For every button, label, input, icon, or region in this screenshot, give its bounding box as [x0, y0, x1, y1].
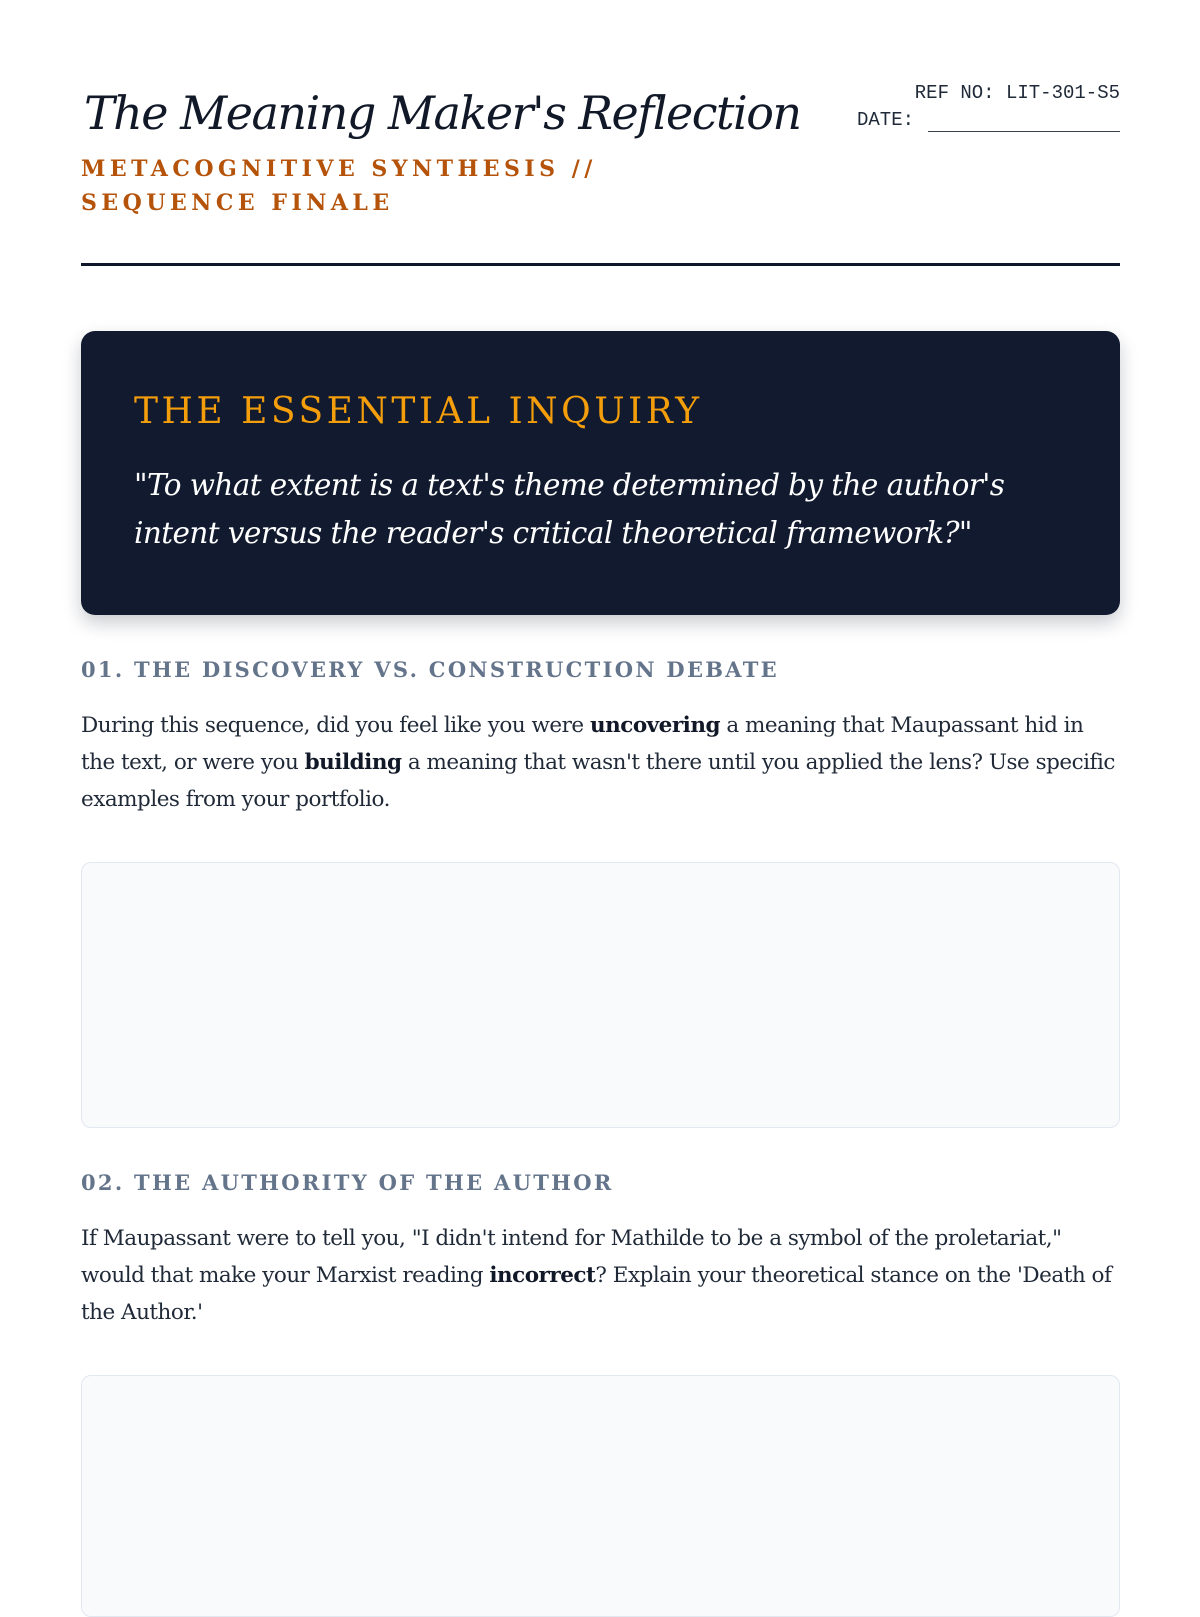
- question-prompt: [81, 1220, 1120, 1331]
- answer-box-2[interactable]: [81, 1375, 1120, 1617]
- worksheet-subtitle: METACOGNITIVE SYNTHESIS // SEQUENCE FINALE: [81, 156, 597, 216]
- prompt-text: ? Explain your theoretical stance on the 'Death of the Author.': [81, 1263, 1112, 1325]
- prompt-emphasis: uncovering: [589, 713, 721, 738]
- reference-block: [857, 80, 1120, 134]
- section-heading: 01. THE DISCOVERY VS. CONSTRUCTION DEBATE: [81, 657, 779, 682]
- prompt-text: a meaning that Maupassant hid in the text, or were you: [81, 713, 1084, 775]
- date-row: [857, 107, 1120, 134]
- worksheet-header: [81, 78, 1120, 266]
- question-prompt: [81, 707, 1120, 818]
- prompt-emphasis: incorrect: [489, 1263, 596, 1288]
- reference-number: REF NO: LIT-301-S5: [914, 82, 1120, 104]
- prompt-emphasis: building: [304, 750, 402, 775]
- inquiry-label: THE ESSENTIAL INQUIRY: [134, 391, 703, 432]
- date-label: DATE:: [856, 109, 914, 131]
- worksheet-title: The Meaning Maker's Reflection: [84, 86, 801, 140]
- question-section-2: [81, 1168, 1120, 1331]
- inquiry-quote: "To what extent is a text's theme determined by the author's intent versus the reader's critical theoretical framework?": [134, 468, 1005, 550]
- essential-inquiry-panel: [81, 331, 1120, 615]
- prompt-text: If Maupassant were to tell you, "I didn't intend for Mathilde to be a symbol of the proletariat," would that make your Marxist reading: [81, 1226, 1062, 1288]
- section-heading: 02. THE AUTHORITY OF THE AUTHOR: [81, 1170, 614, 1195]
- prompt-text: a meaning that wasn't there until you applied the lens? Use specific examples from your portfolio.: [81, 750, 1115, 812]
- date-input-line[interactable]: [928, 109, 1120, 132]
- prompt-text: During this sequence, did you feel like you were: [81, 713, 590, 738]
- answer-box-1[interactable]: [81, 862, 1120, 1128]
- question-section-1: [81, 655, 1120, 818]
